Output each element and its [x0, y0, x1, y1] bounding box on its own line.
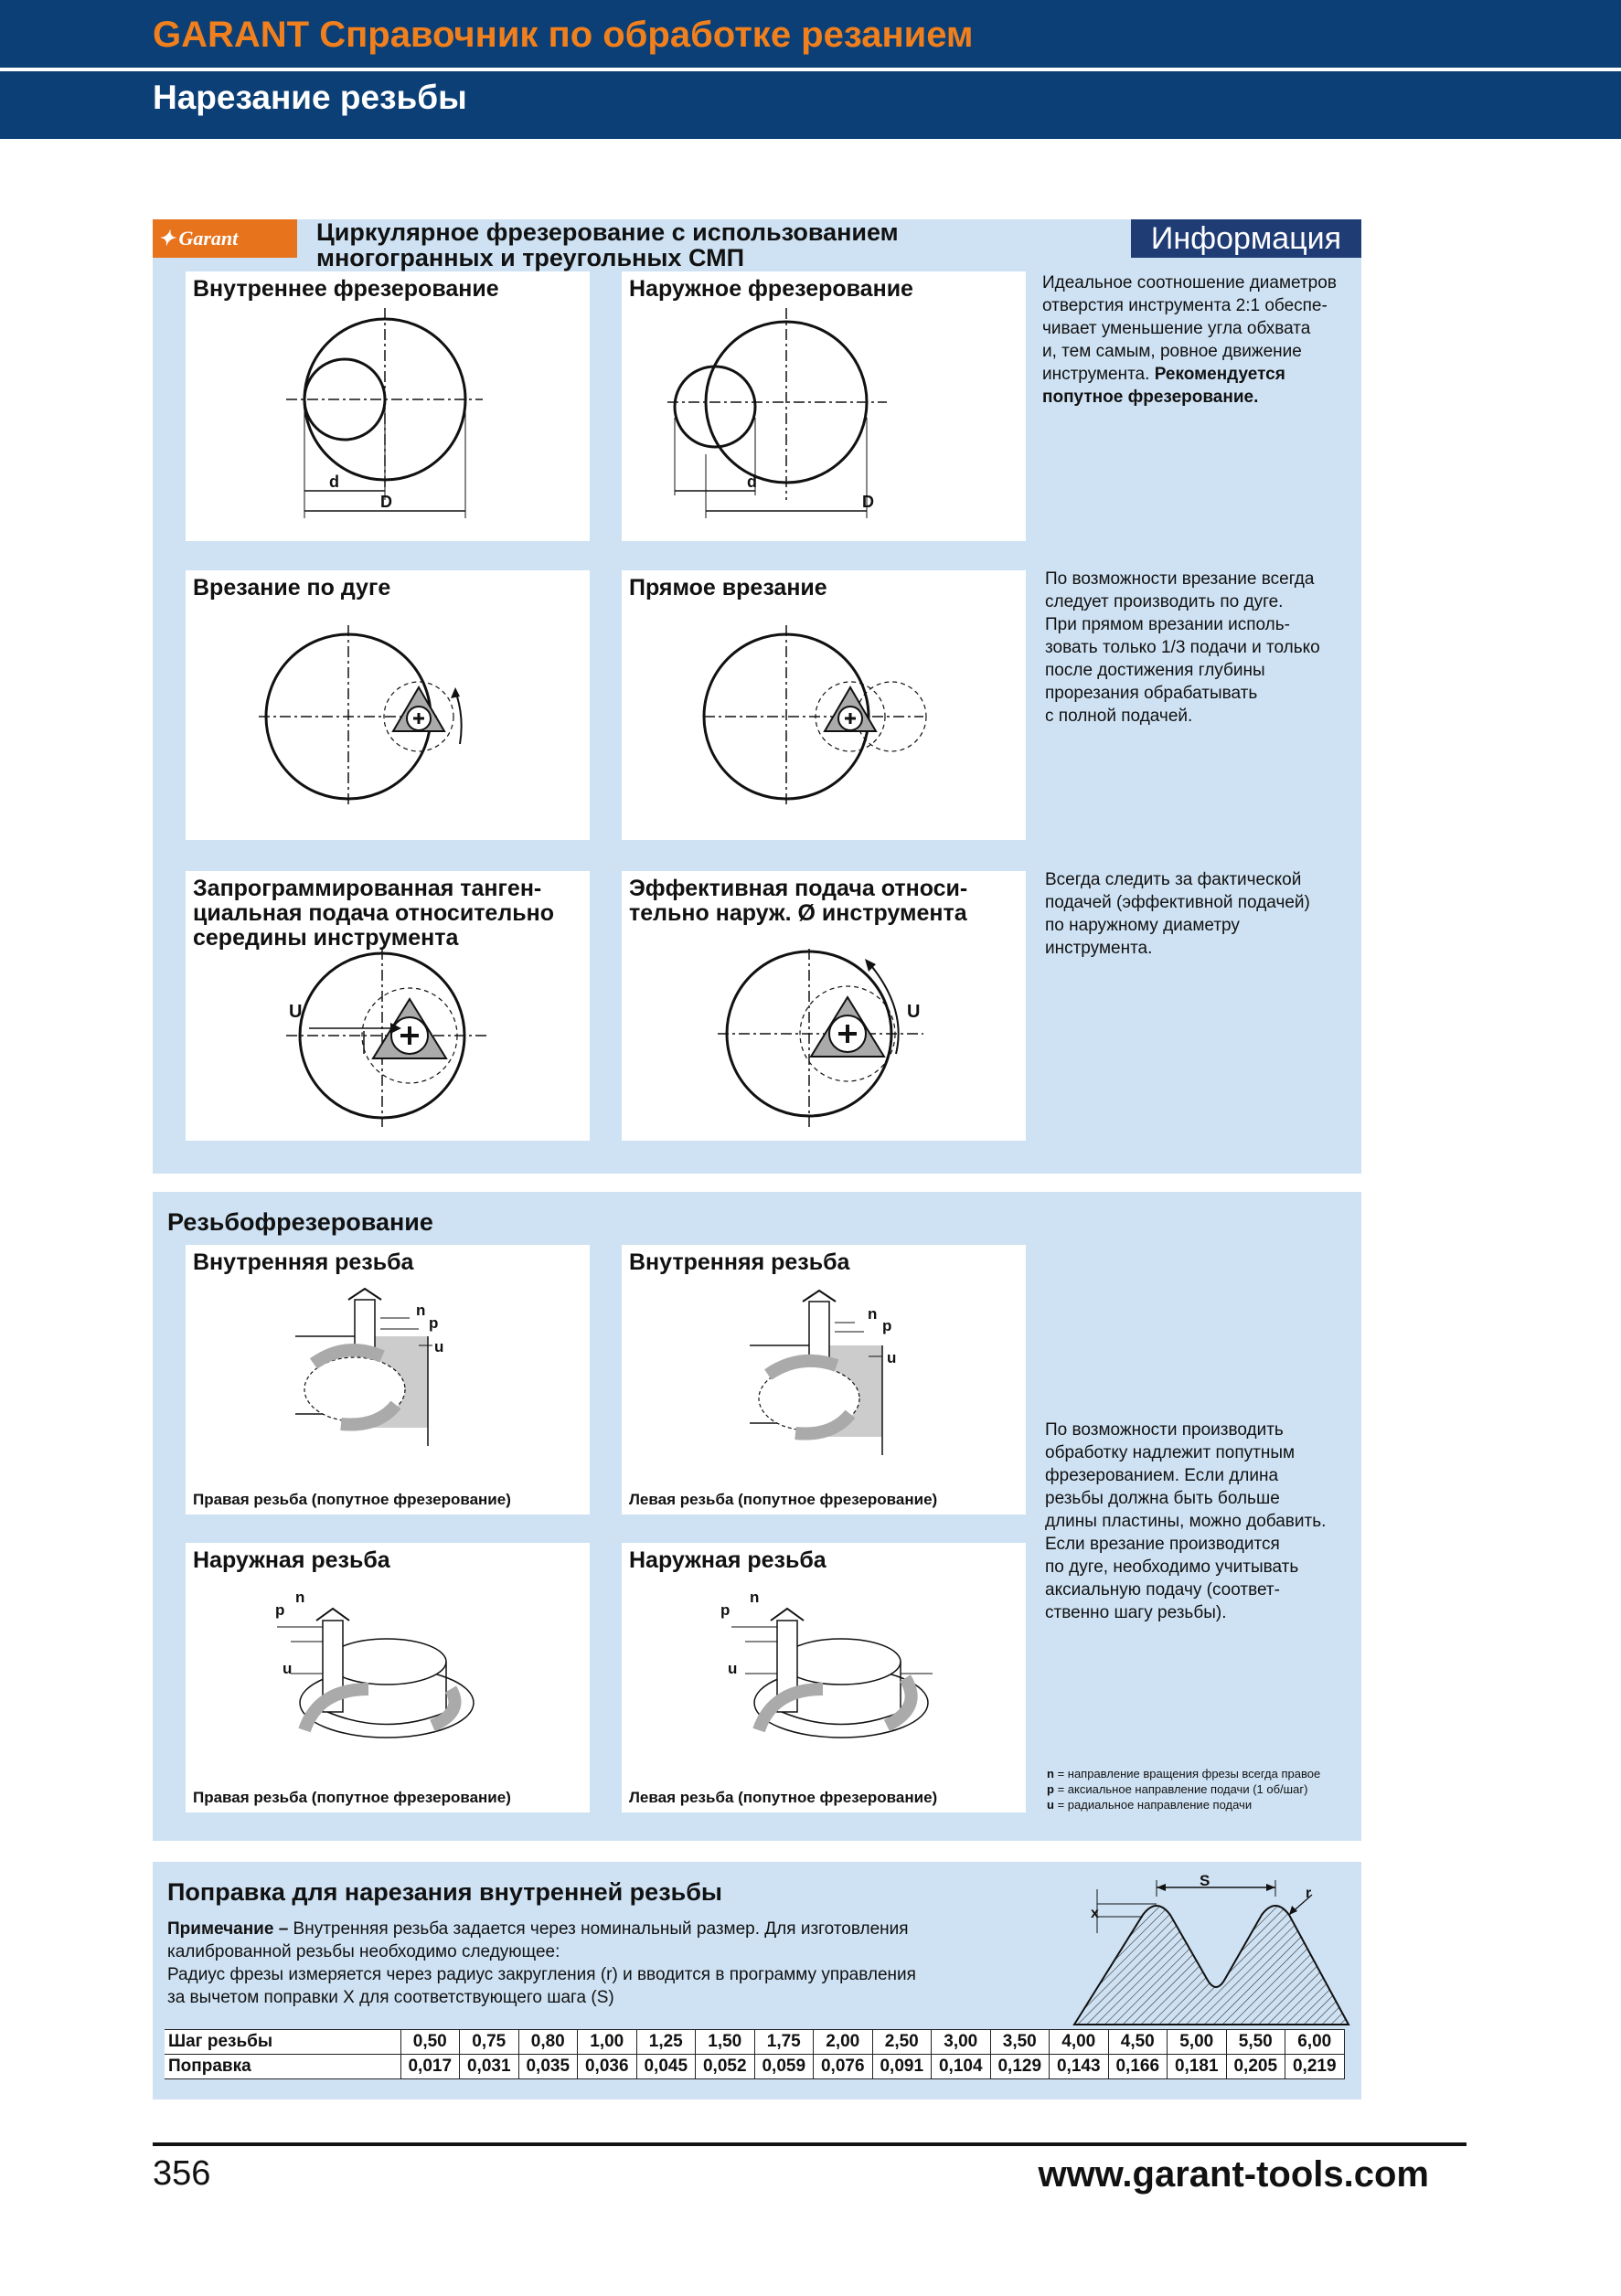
note-line: По возможности врезание всегда	[1045, 569, 1315, 589]
header-divider	[0, 68, 1621, 71]
header-title: GARANT Справочник по обработке резанием	[153, 15, 974, 55]
label-p: p	[882, 1317, 892, 1334]
external-thread-right-diagram	[186, 1543, 590, 1812]
box-title: Наружное фрезерование	[629, 276, 913, 302]
note-line: аксиальную подачу (соответ-	[1045, 1580, 1280, 1600]
label-U: U	[289, 1002, 303, 1022]
note-effective-feed	[1045, 868, 1310, 960]
label-D: D	[862, 493, 874, 511]
external-thread-left-diagram	[622, 1543, 1026, 1812]
box-straight-entry	[622, 570, 1026, 840]
note-line: Радиус фрезы измеряется через радиус закругления (r) и вводится в программу управления	[167, 1965, 916, 1984]
pitch-cell: 1,75	[754, 2030, 814, 2055]
box-tangential-feed	[186, 871, 590, 1141]
box-title: Наружная резьба	[629, 1547, 826, 1573]
pitch-cell: 5,50	[1226, 2030, 1285, 2055]
correction-cell: 0,031	[460, 2055, 519, 2079]
box-title: Прямое врезание	[629, 575, 827, 601]
tangential-feed-diagram	[186, 871, 590, 1141]
box-caption: Левая резьба (попутное фрезерование)	[629, 1789, 938, 1806]
arc-entry-diagram	[186, 570, 590, 840]
note-line: длины пластины, можно добавить.	[1045, 1512, 1327, 1531]
correction-cell: 0,035	[518, 2055, 578, 2079]
note-line: Идеальное соотношение диаметров	[1042, 273, 1337, 292]
pitch-cell: 3,50	[990, 2030, 1050, 2055]
footer-url[interactable]: www.garant-tools.com	[1038, 2154, 1429, 2195]
note-text: инструмента.	[1042, 365, 1150, 384]
section3-title: Поправка для нарезания внутренней резьбы	[167, 1878, 722, 1906]
note-line: калиброванной резьбы необходимо следующее:	[167, 1942, 560, 1961]
note-line: инструмента.	[1045, 939, 1153, 958]
label-D: D	[380, 493, 392, 511]
correction-cell: 0,091	[872, 2055, 932, 2079]
box-external-thread-left	[622, 1543, 1026, 1812]
note-emphasis: попутное фрезерование.	[1042, 388, 1259, 407]
thread-legend	[1047, 1766, 1320, 1812]
note-line: зовать только 1/3 подачи и только	[1045, 638, 1320, 657]
legend-key: p	[1047, 1782, 1054, 1796]
correction-cell: 0,166	[1108, 2055, 1168, 2079]
note-line	[1042, 363, 1337, 386]
correction-cell: 0,052	[696, 2055, 755, 2079]
note-diameter-ratio	[1042, 271, 1337, 409]
pitch-cell: 2,50	[872, 2030, 932, 2055]
label-p: p	[720, 1601, 731, 1619]
note-line: за вычетом поправки X для соответствующего шага (S)	[167, 1988, 614, 2007]
label-x: x	[1091, 1906, 1099, 1921]
box-title: Внутренняя резьба	[193, 1249, 414, 1275]
note-line: после достижения глубины	[1045, 661, 1265, 680]
note-line: Если врезание производится	[1045, 1535, 1280, 1554]
row-header: Шаг резьбы	[165, 2030, 400, 2055]
box-internal-thread-left	[622, 1245, 1026, 1515]
note-line: прорезания обрабатывать	[1045, 684, 1258, 703]
note-line: следует производить по дуге.	[1045, 592, 1284, 611]
note-line: с полной подачей.	[1045, 707, 1193, 726]
section1-title-line: многогранных и треугольных СМП	[316, 244, 744, 271]
logo-text: Garant	[178, 227, 239, 250]
box-title: Внутренняя резьба	[629, 1249, 850, 1275]
correction-table	[165, 2029, 1345, 2079]
note-line: ственно шагу резьбы).	[1045, 1603, 1227, 1622]
label-u: u	[283, 1660, 293, 1677]
correction-cell: 0,017	[400, 2055, 460, 2079]
footer-divider	[153, 2142, 1466, 2146]
correction-cell: 0,059	[754, 2055, 814, 2079]
note-line: обработку надлежит попутным	[1045, 1443, 1296, 1462]
legend-text: = аксиальное направление подачи (1 об/шаг)	[1053, 1782, 1308, 1796]
section1-title	[316, 219, 899, 271]
note-line: резьбы должна быть больше	[1045, 1489, 1280, 1508]
correction-cell: 0,104	[932, 2055, 991, 2079]
box-title-line: тельно наруж. Ø инструмента	[629, 900, 967, 926]
pitch-cell: 0,50	[400, 2030, 460, 2055]
correction-cell: 0,205	[1226, 2055, 1285, 2079]
correction-cell: 0,129	[990, 2055, 1050, 2079]
table-row-pitch	[165, 2030, 1344, 2055]
pitch-cell: 3,00	[932, 2030, 991, 2055]
note-line: и, тем самым, ровное движение	[1042, 342, 1302, 361]
pitch-cell: 5,00	[1168, 2030, 1227, 2055]
pitch-cell: 4,00	[1050, 2030, 1109, 2055]
outer-milling-diagram	[622, 271, 1026, 541]
box-title-line: Запрограммированная танген-	[193, 876, 542, 901]
pitch-cell: 1,50	[696, 2030, 755, 2055]
label-p: p	[275, 1601, 285, 1619]
box-caption: Левая резьба (попутное фрезерование)	[629, 1491, 938, 1508]
pitch-cell: 1,25	[636, 2030, 696, 2055]
legend-text: = радиальное направление подачи	[1053, 1798, 1253, 1812]
correction-cell: 0,045	[636, 2055, 696, 2079]
note-line: При прямом врезании исполь-	[1045, 615, 1290, 634]
legend-key: n	[1047, 1767, 1054, 1780]
pitch-cell: 0,80	[518, 2030, 578, 2055]
label-U: U	[907, 1002, 921, 1022]
straight-entry-diagram	[622, 570, 1026, 840]
box-internal-thread-right	[186, 1245, 590, 1515]
correction-cell: 0,076	[814, 2055, 873, 2079]
internal-thread-left-diagram	[622, 1245, 1026, 1515]
table-row-correction	[165, 2055, 1344, 2079]
note-line: фрезерованием. Если длина	[1045, 1466, 1279, 1485]
box-outer-milling	[622, 271, 1026, 541]
header-subtitle: Нарезание резьбы	[153, 79, 467, 116]
section1-title-line: Циркулярное фрезерование с использованием	[316, 218, 899, 246]
box-arc-entry	[186, 570, 590, 840]
correction-cell: 0,036	[578, 2055, 637, 2079]
correction-cell: 0,181	[1168, 2055, 1227, 2079]
label-n: n	[868, 1305, 878, 1323]
box-title-line: Эффективная подача относи-	[629, 876, 968, 901]
box-title-line: середины инструмента	[193, 925, 459, 951]
garant-logo	[153, 219, 297, 258]
note-line: подачей (эффективной подачей)	[1045, 893, 1310, 912]
note-thread-milling	[1045, 1419, 1326, 1624]
box-inner-milling	[186, 271, 590, 541]
note-line: по дуге, необходимо учитывать	[1045, 1557, 1299, 1577]
note-line: Внутренняя резьба задается через номинальный размер. Для изготовления	[288, 1919, 909, 1939]
note-line: чивает уменьшение угла обхвата	[1042, 319, 1311, 338]
internal-thread-right-diagram	[186, 1245, 590, 1515]
box-title-line: циальная подача относительно	[193, 900, 554, 926]
note-line: По возможности производить	[1045, 1420, 1284, 1440]
label-r: r	[1306, 1886, 1312, 1901]
section3-note	[167, 1918, 916, 2009]
pitch-cell: 1,00	[578, 2030, 637, 2055]
box-caption: Правая резьба (попутное фрезерование)	[193, 1789, 511, 1806]
correction-cell: 0,219	[1285, 2055, 1345, 2079]
note-line: Всегда следить за фактической	[1045, 870, 1302, 889]
label-n: n	[416, 1302, 426, 1319]
note-line: отверстия инструмента 2:1 обеспе-	[1042, 296, 1328, 315]
legend-key: u	[1047, 1798, 1054, 1812]
correction-cell: 0,143	[1050, 2055, 1109, 2079]
label-S: S	[1200, 1872, 1210, 1889]
pitch-cell: 2,00	[814, 2030, 873, 2055]
label-u: u	[887, 1349, 897, 1366]
label-u: u	[728, 1660, 738, 1677]
logo-icon: ✦	[158, 227, 176, 250]
pitch-cell: 0,75	[460, 2030, 519, 2055]
pitch-cell: 6,00	[1285, 2030, 1345, 2055]
label-d: d	[747, 473, 757, 491]
label-u: u	[434, 1338, 444, 1355]
label-d: d	[329, 473, 339, 491]
box-effective-feed	[622, 871, 1026, 1141]
effective-feed-diagram	[622, 871, 1026, 1141]
label-n: n	[295, 1589, 305, 1606]
box-title: Врезание по дуге	[193, 575, 391, 601]
note-emphasis: Рекомендуется	[1154, 365, 1285, 384]
label-n: n	[750, 1589, 760, 1606]
box-title: Наружная резьба	[193, 1547, 390, 1573]
box-external-thread-right	[186, 1543, 590, 1812]
box-caption: Правая резьба (попутное фрезерование)	[193, 1491, 511, 1508]
section2-title: Резьбофрезерование	[167, 1208, 433, 1236]
pitch-cell: 4,50	[1108, 2030, 1168, 2055]
note-arc-entry	[1045, 568, 1320, 728]
label-p: p	[429, 1314, 439, 1332]
legend-text: = направление вращения фрезы всегда правое	[1053, 1767, 1321, 1780]
info-badge: Информация	[1131, 219, 1361, 258]
page-number: 356	[153, 2154, 211, 2193]
row-header: Поправка	[165, 2055, 400, 2079]
box-title: Внутреннее фрезерование	[193, 276, 499, 302]
note-label: Примечание –	[167, 1919, 289, 1939]
note-line: по наружному диаметру	[1045, 916, 1240, 935]
